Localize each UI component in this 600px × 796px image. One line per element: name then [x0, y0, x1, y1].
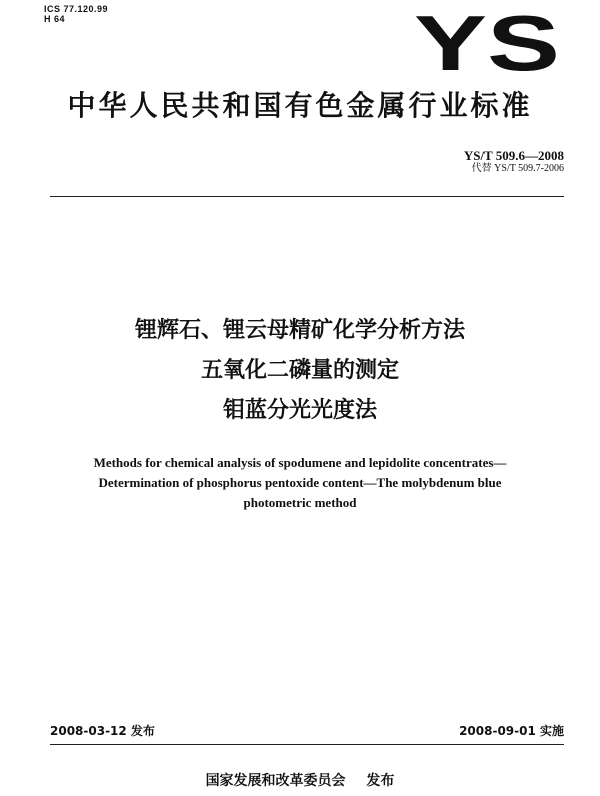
issuing-authority: 国家发展和改革委员会 发布	[205, 773, 395, 789]
replaces-standard: 代替 YS/T 509.7-2006	[471, 163, 564, 174]
issue-date: 2008-03-12 发布	[50, 724, 155, 738]
title-cn-line-3: 钼蓝分光光度法	[222, 398, 377, 423]
header-divider	[50, 196, 564, 197]
title-cn-line-2: 五氧化二磷量的测定	[200, 358, 399, 383]
title-cn-line-1: 锂辉石、锂云母精矿化学分析方法	[134, 318, 465, 343]
implementation-date: 2008-09-01 实施	[459, 724, 564, 738]
standard-number: YS/T 509.6—2008	[463, 148, 564, 163]
classification-codes	[44, 4, 108, 24]
organization-title: 中华人民共和国有色金属行业标准	[67, 89, 533, 122]
title-en-line-1: Methods for chemical analysis of spodumene and lepidolite concentrates—	[93, 455, 507, 470]
ccs-code: H 64	[44, 14, 66, 24]
footer-divider	[50, 744, 564, 745]
ics-code: ICS 77.120.99	[44, 4, 109, 14]
ys-logo-text: YS	[414, 8, 560, 74]
title-en-line-2: Determination of phosphorus pentoxide content—The molybdenum blue	[98, 475, 502, 490]
ys-logo	[412, 8, 562, 74]
title-en-line-3: photometric method	[243, 495, 357, 510]
